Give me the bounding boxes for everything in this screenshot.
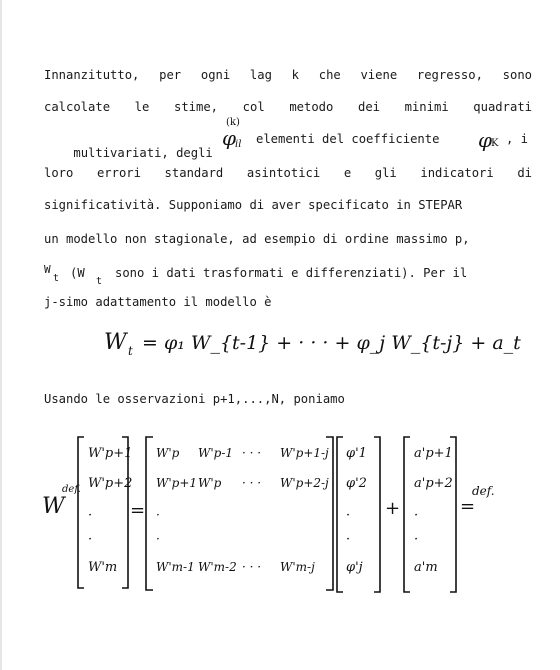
text-line-6: un modello non stagionale, ad esempio di ordine massimo p, — [44, 232, 470, 246]
eq2-equals-1: = — [130, 500, 146, 521]
text-line-3-b: elementi del coefficiente — [256, 132, 440, 146]
eq1-lhs-sub: t — [128, 344, 133, 358]
w-subscript-2: t — [96, 276, 103, 287]
phi-k-symbol: φ — [478, 128, 493, 152]
vector-a-entry: a'p+1 — [414, 446, 453, 461]
matrix-w-entry: W'm-j — [280, 560, 315, 574]
matrix-w-entry: · · · — [242, 446, 262, 460]
phi-subscript: il — [235, 139, 242, 150]
eq2-def-end: def. — [472, 484, 495, 498]
eq1-lhs: W — [104, 330, 127, 355]
eq2-plus: + — [385, 498, 401, 519]
vector-a-entry: a'm — [414, 560, 438, 575]
text-line-1: Innanzitutto, per ogni lag k che viene regresso, sono — [44, 68, 532, 82]
matrix-w-entry: W'p+1 — [156, 476, 198, 490]
vector-w-entry: W'p+1 — [88, 446, 133, 461]
text-line-3-a: multivariati, degli — [73, 146, 213, 160]
vector-phi-entry: · — [346, 532, 351, 547]
vector-w-entry: · — [88, 508, 93, 523]
vector-phi-entry: · — [346, 508, 351, 523]
phi-superscript: (k) — [226, 117, 240, 128]
vector-w-entry: · — [88, 532, 93, 547]
w-symbol: W — [44, 263, 51, 276]
vector-a-entry: a'p+2 — [414, 476, 453, 491]
eq2-def: def. — [62, 484, 81, 495]
matrix-w-entry: W'p — [156, 446, 180, 460]
vector-a-entry: · — [414, 532, 419, 547]
text-line-4: loro errori standard asintotici e gli indicatori di — [44, 166, 532, 180]
matrix-w-entry: · — [156, 532, 160, 546]
w-subscript: t — [53, 273, 60, 284]
vector-w-entry: W'm — [88, 560, 118, 575]
text-line-9: Usando le osservazioni p+1,...,N, poniamo — [44, 392, 345, 406]
vector-a-entry: · — [414, 508, 419, 523]
vector-phi-entry: φ'1 — [346, 446, 367, 461]
phi-symbol: φ — [222, 126, 237, 150]
eq2-W: W — [42, 494, 65, 519]
matrix-w-entry: W'm-2 — [198, 560, 237, 574]
matrix-w-entry: · · · — [242, 560, 262, 574]
vector-phi-entry: φ'2 — [346, 476, 367, 491]
text-line-3-c: , i — [506, 132, 529, 146]
matrix-w-entry: · · · — [242, 476, 262, 490]
text-line-8: j-simo adattamento il modello è — [44, 295, 272, 309]
matrix-w-entry: W'm-1 — [156, 560, 195, 574]
text-line-7-b: sono i dati trasformati e differenziati). Per il — [115, 266, 468, 280]
vector-w-entry: W'p+2 — [88, 476, 133, 491]
matrix-w-entry: W'p — [198, 476, 222, 490]
text-line-5: significatività. Supponiamo di aver specificato in STEPAR — [44, 198, 463, 212]
text-line-7-a: (W — [70, 266, 85, 280]
vector-phi-entry: φ'j — [346, 560, 363, 575]
eq1-rhs: = φ₁ W_{t-1} + · · · + φ_j W_{t-j} + a_t — [142, 332, 521, 354]
matrix-w-entry: W'p-1 — [198, 446, 234, 460]
phi-k-subscript: K — [491, 138, 499, 149]
text-line-2: calcolate le stime, col metodo dei minimi quadrati — [44, 100, 532, 114]
matrix-w-entry: W'p+1-j — [280, 446, 329, 460]
matrix-w-entry: W'p+2-j — [280, 476, 329, 490]
eq2-equals-2: = — [460, 496, 476, 517]
matrix-w-entry: · — [156, 508, 160, 522]
